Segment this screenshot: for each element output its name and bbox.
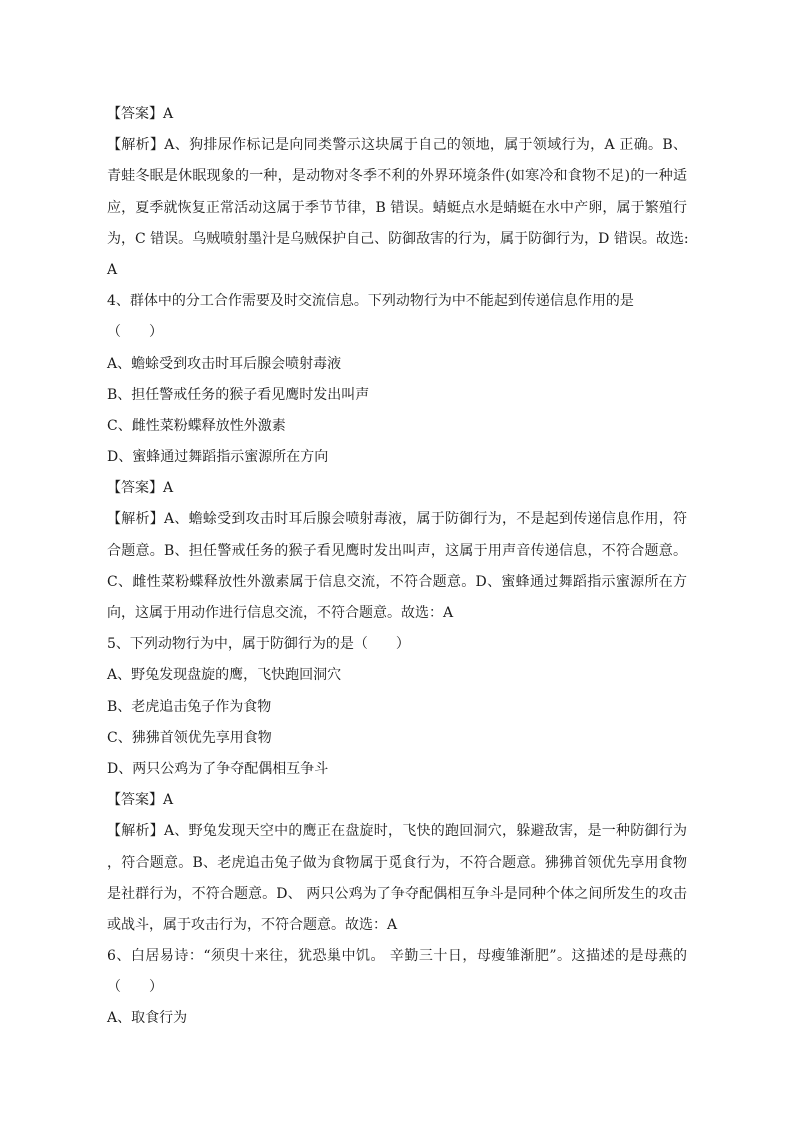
explanation-line: 青蛙冬眠是休眠现象的一种，是动物对冬季不利的外界环境条件(如寒冷和食物不足)的一种适 (107, 168, 687, 185)
explanation-line: 【解析】A、狗排尿作标记是向同类警示这块属于自己的领地，属于领域行为，A 正确。B、 (107, 137, 687, 154)
explanation-line: 是社群行为，不符合题意。D、 两只公鸡为了争夺配偶相互争斗是同种个体之间所发生的攻击 (107, 885, 687, 902)
question-6-stem: 6、白居易诗：“须臾十来往，犹恐巢中饥。 辛勤三十日，母瘦雏渐肥”。这描述的是母燕的 (107, 948, 687, 965)
answer-line: 【答案】A (107, 106, 174, 122)
explanation-line: C、雌性菜粉蝶释放性外激素属于信息交流，不符合题意。D、蜜蜂通过舞蹈指示蜜源所在方 (107, 573, 687, 590)
explanation-line: 应，夏季就恢复正常活动这属于季节节律，B 错误。蜻蜓点水是蜻蜓在水中产卵，属于繁殖行 (107, 199, 687, 216)
question-6-blank: （ ） (107, 979, 163, 996)
explanation-line: 【解析】A、野兔发现天空中的鹰正在盘旋时，飞快的跑回洞穴，躲避敌害，是一种防御行为 (107, 823, 687, 840)
question-6-option-a: A、取食行为 (107, 1010, 188, 1027)
question-4-option-c: C、雌性菜粉蝶释放性外激素 (107, 417, 286, 434)
question-4-option-d: D、蜜蜂通过舞蹈指示蜜源所在方向 (107, 449, 329, 466)
question-5-option-c: C、狒狒首领优先享用食物 (107, 729, 272, 746)
question-5-option-b: B、老虎追击兔子作为食物 (107, 698, 272, 715)
question-4-stem: 4、群体中的分工合作需要及时交流信息。下列动物行为中不能起到传递信息作用的是 (107, 293, 634, 310)
question-4-option-a: A、蟾蜍受到攻击时耳后腺会喷射毒液 (107, 355, 342, 372)
question-5-option-d: D、两只公鸡为了争夺配偶相互争斗 (107, 760, 329, 777)
answer-line: 【答案】A (107, 480, 174, 497)
explanation-line: 或战斗，属于攻击行为，不符合题意。故选：A (107, 916, 398, 933)
question-5-stem: 5、下列动物行为中，属于防御行为的是（ ） (107, 636, 410, 653)
explanation-line: 【解析】A、蟾蜍受到攻击时耳后腺会喷射毒液，属于防御行为，不是起到传递信息作用，符 (107, 511, 687, 528)
explanation-line: ，符合题意。B、老虎追击兔子做为食物属于觅食行为，不符合题意。狒狒首领优先享用食物 (107, 854, 687, 871)
explanation-line: 向，这属于用动作进行信息交流，不符合题意。故选：A (107, 605, 454, 621)
question-4-blank: （ ） (107, 324, 163, 341)
question-4-option-b: B、担任警戒任务的猴子看见鹰时发出叫声 (107, 386, 370, 403)
question-5-option-a: A、野兔发现盘旋的鹰，飞快跑回洞穴 (107, 667, 342, 684)
document-body (107, 99, 687, 1035)
explanation-line: 为，C 错误。乌贼喷射墨汁是乌贼保护自己、防御敌害的行为，属于防御行为，D 错误。故选: (107, 230, 689, 247)
explanation-line: A (107, 261, 118, 278)
explanation-line: 合题意。B、担任警戒任务的猴子看见鹰时发出叫声，这属于用声音传递信息，不符合题意。 (107, 542, 687, 559)
answer-line: 【答案】A (107, 792, 174, 809)
